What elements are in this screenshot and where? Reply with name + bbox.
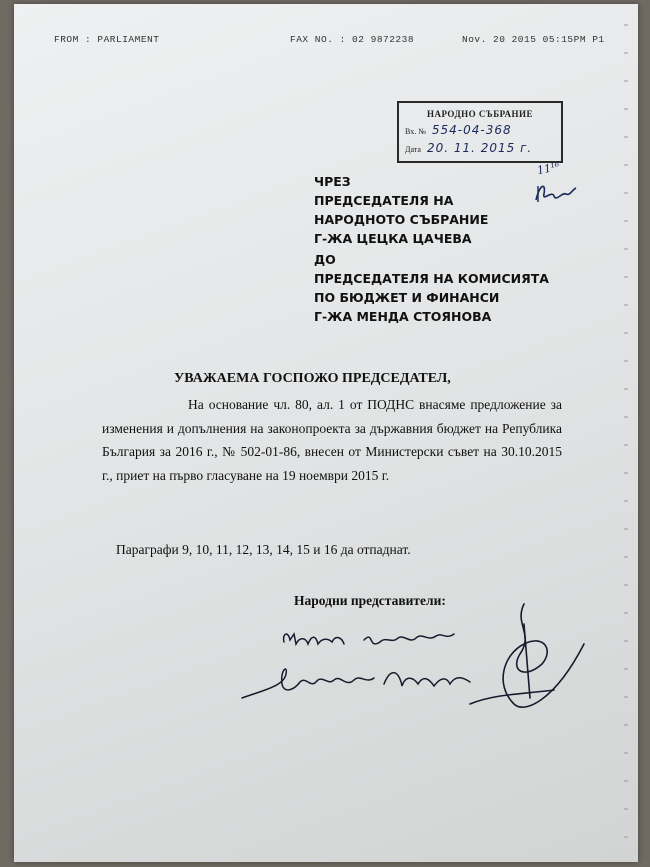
address-via-block xyxy=(314,172,488,248)
paper-edge-marks xyxy=(624,24,628,844)
fax-from: FROM : PARLIAMENT xyxy=(54,34,160,45)
address-to-line: Г-ЖА МЕНДА СТОЯНОВА xyxy=(314,309,492,324)
stamp-date-label: Дата xyxy=(405,145,421,154)
signature-third xyxy=(470,604,584,707)
address-to-line: ПО БЮДЖЕТ И ФИНАНСИ xyxy=(314,290,500,305)
address-via-line: ПРЕДСЕДАТЕЛЯ НА xyxy=(314,193,454,208)
registration-stamp xyxy=(397,101,563,163)
body-paragraph xyxy=(102,393,562,487)
signature-dimitar-glavchev xyxy=(242,669,470,698)
body-text: На основание чл. 80, ал. 1 от ПОДНС внасяме предложение за изменения и допълнения на законопроекта за държавния бюджет на Република България за 2016 г., № 502-01-86, внесен от Министерски съвет на 30.10.2015 г., приет на първо гласуване на 19 ноември 2015 г. xyxy=(102,397,562,483)
stamp-reg-label: Вх. № xyxy=(405,127,426,136)
stamp-reg-value: 554-04-368 xyxy=(431,123,512,137)
address-via-line: ЧРЕЗ xyxy=(314,174,351,189)
signature-menda-stoyanova xyxy=(284,634,454,644)
handwritten-signatures xyxy=(224,594,604,724)
initials-signature xyxy=(532,180,578,206)
address-to-line: ПРЕДСЕДАТЕЛЯ НА КОМИСИЯТА xyxy=(314,271,549,286)
salutation: УВАЖАЕМА ГОСПОЖО ПРЕДСЕДАТЕЛ, xyxy=(174,371,451,386)
stamp-title: НАРОДНО СЪБРАНИЕ xyxy=(426,109,533,119)
representatives-label: Народни представители: xyxy=(294,593,446,608)
address-via-line: НАРОДНОТО СЪБРАНИЕ xyxy=(314,212,489,227)
stamp-date-value: 20. 11. 2015 г. xyxy=(426,141,533,155)
fax-document xyxy=(14,4,638,862)
address-to-line: ДО xyxy=(314,252,336,267)
handwritten-time-note: 11¹⁶ xyxy=(535,159,561,178)
fax-number: FAX NO. : 02 9872238 xyxy=(290,34,415,45)
address-to-block xyxy=(314,250,549,326)
stamp-date-row xyxy=(405,141,532,155)
address-via-line: Г-ЖА ЦЕЦКА ЦАЧЕВА xyxy=(314,231,472,246)
fax-date: Nov. 20 2015 05:15PM P1 xyxy=(462,34,605,45)
fax-header xyxy=(54,34,614,48)
stamp-reg-row xyxy=(405,123,512,137)
paragraph-two: Параграфи 9, 10, 11, 12, 13, 14, 15 и 16 да отпаднат. xyxy=(116,542,411,557)
